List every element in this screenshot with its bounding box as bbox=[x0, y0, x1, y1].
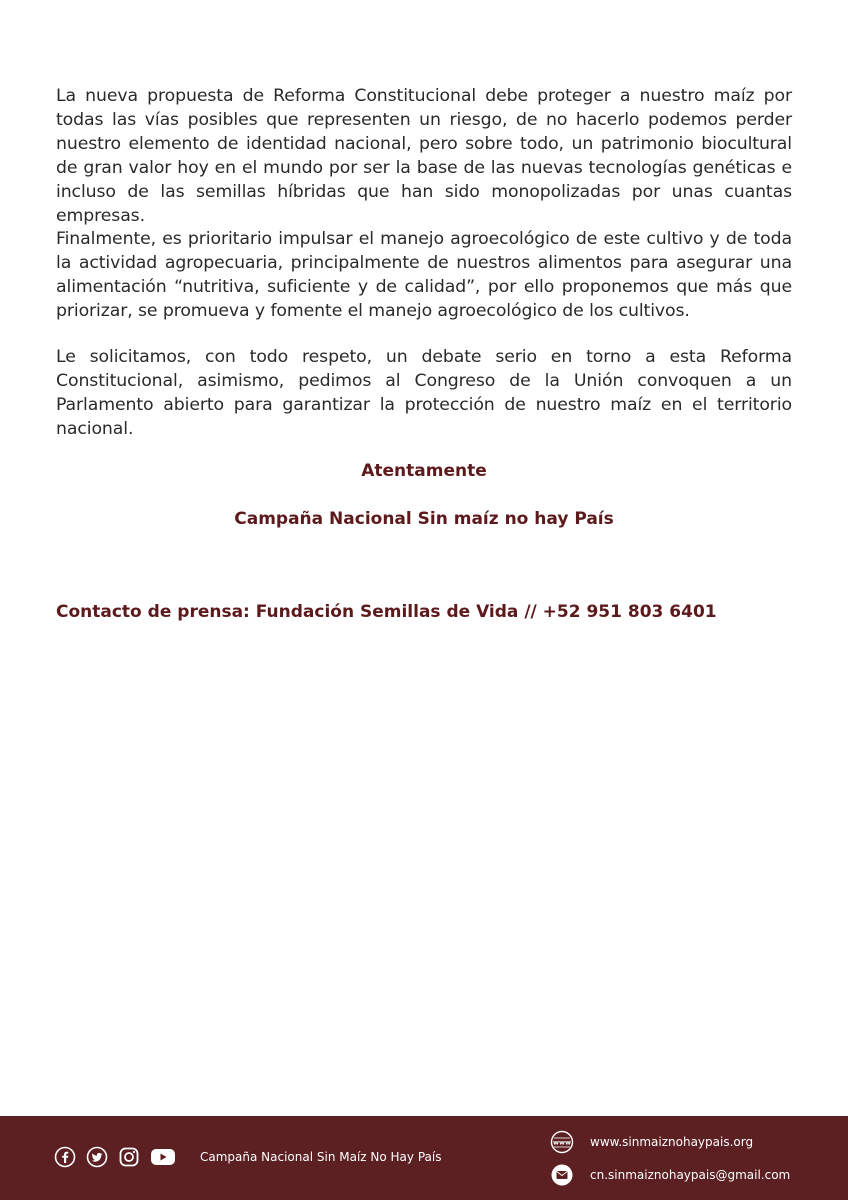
email-row[interactable] bbox=[550, 1163, 790, 1187]
footer-campaign-name: Campaña Nacional Sin Maíz No Hay País bbox=[200, 1150, 442, 1164]
website-row[interactable] bbox=[550, 1130, 753, 1154]
email-icon bbox=[550, 1163, 574, 1187]
email-link[interactable]: cn.sinmaiznohaypais@gmail.com bbox=[590, 1168, 791, 1182]
footer bbox=[0, 1116, 848, 1200]
www-icon bbox=[550, 1130, 574, 1154]
paragraph-agroecologia: Finalmente, es prioritario impulsar el manejo agroecológico de este cultivo y de toda la actividad agropecuaria, principalmente de nuestros alimentos para asegurar una alimentación “nutritiva, suficiente y de calidad”, por ello proponemos que más que priorizar, se promueva y fomente el manejo agroecológico de los cultivos. bbox=[56, 229, 792, 321]
facebook-icon[interactable] bbox=[54, 1146, 76, 1168]
twitter-icon[interactable] bbox=[86, 1146, 108, 1168]
press-contact: Contacto de prensa: Fundación Semillas de Vida // +52 951 803 6401 bbox=[56, 602, 717, 622]
closing-text: Atentamente bbox=[361, 461, 487, 481]
youtube-icon[interactable] bbox=[150, 1146, 176, 1168]
social-links bbox=[54, 1146, 176, 1168]
website-link[interactable]: www.sinmaiznohaypais.org bbox=[590, 1135, 754, 1149]
instagram-icon[interactable] bbox=[118, 1146, 140, 1168]
paragraph-reforma: La nueva propuesta de Reforma Constitucional debe proteger a nuestro maíz por todas las vías posibles que representen un riesgo, de no hacerlo podemos perder nuestro elemento de identidad nacional, pero sobre todo, un patrimonio biocultural de gran valor hoy en el mundo por ser la base de las nuevas tecnologías genéticas e incluso de las semillas híbridas que han sido monopolizadas por unas cuantas empresas. bbox=[56, 86, 792, 226]
signatory-text: Campaña Nacional Sin maíz no hay País bbox=[234, 509, 614, 529]
paragraph-solicitud: Le solicitamos, con todo respeto, un debate serio en torno a esta Reforma Constitucional, asimismo, pedimos al Congreso de la Unión convoquen a un Parlamento abierto para garantizar la protección de nuestro maíz en el territorio nacional. bbox=[56, 347, 792, 439]
svg-text:www: www bbox=[552, 1138, 572, 1147]
